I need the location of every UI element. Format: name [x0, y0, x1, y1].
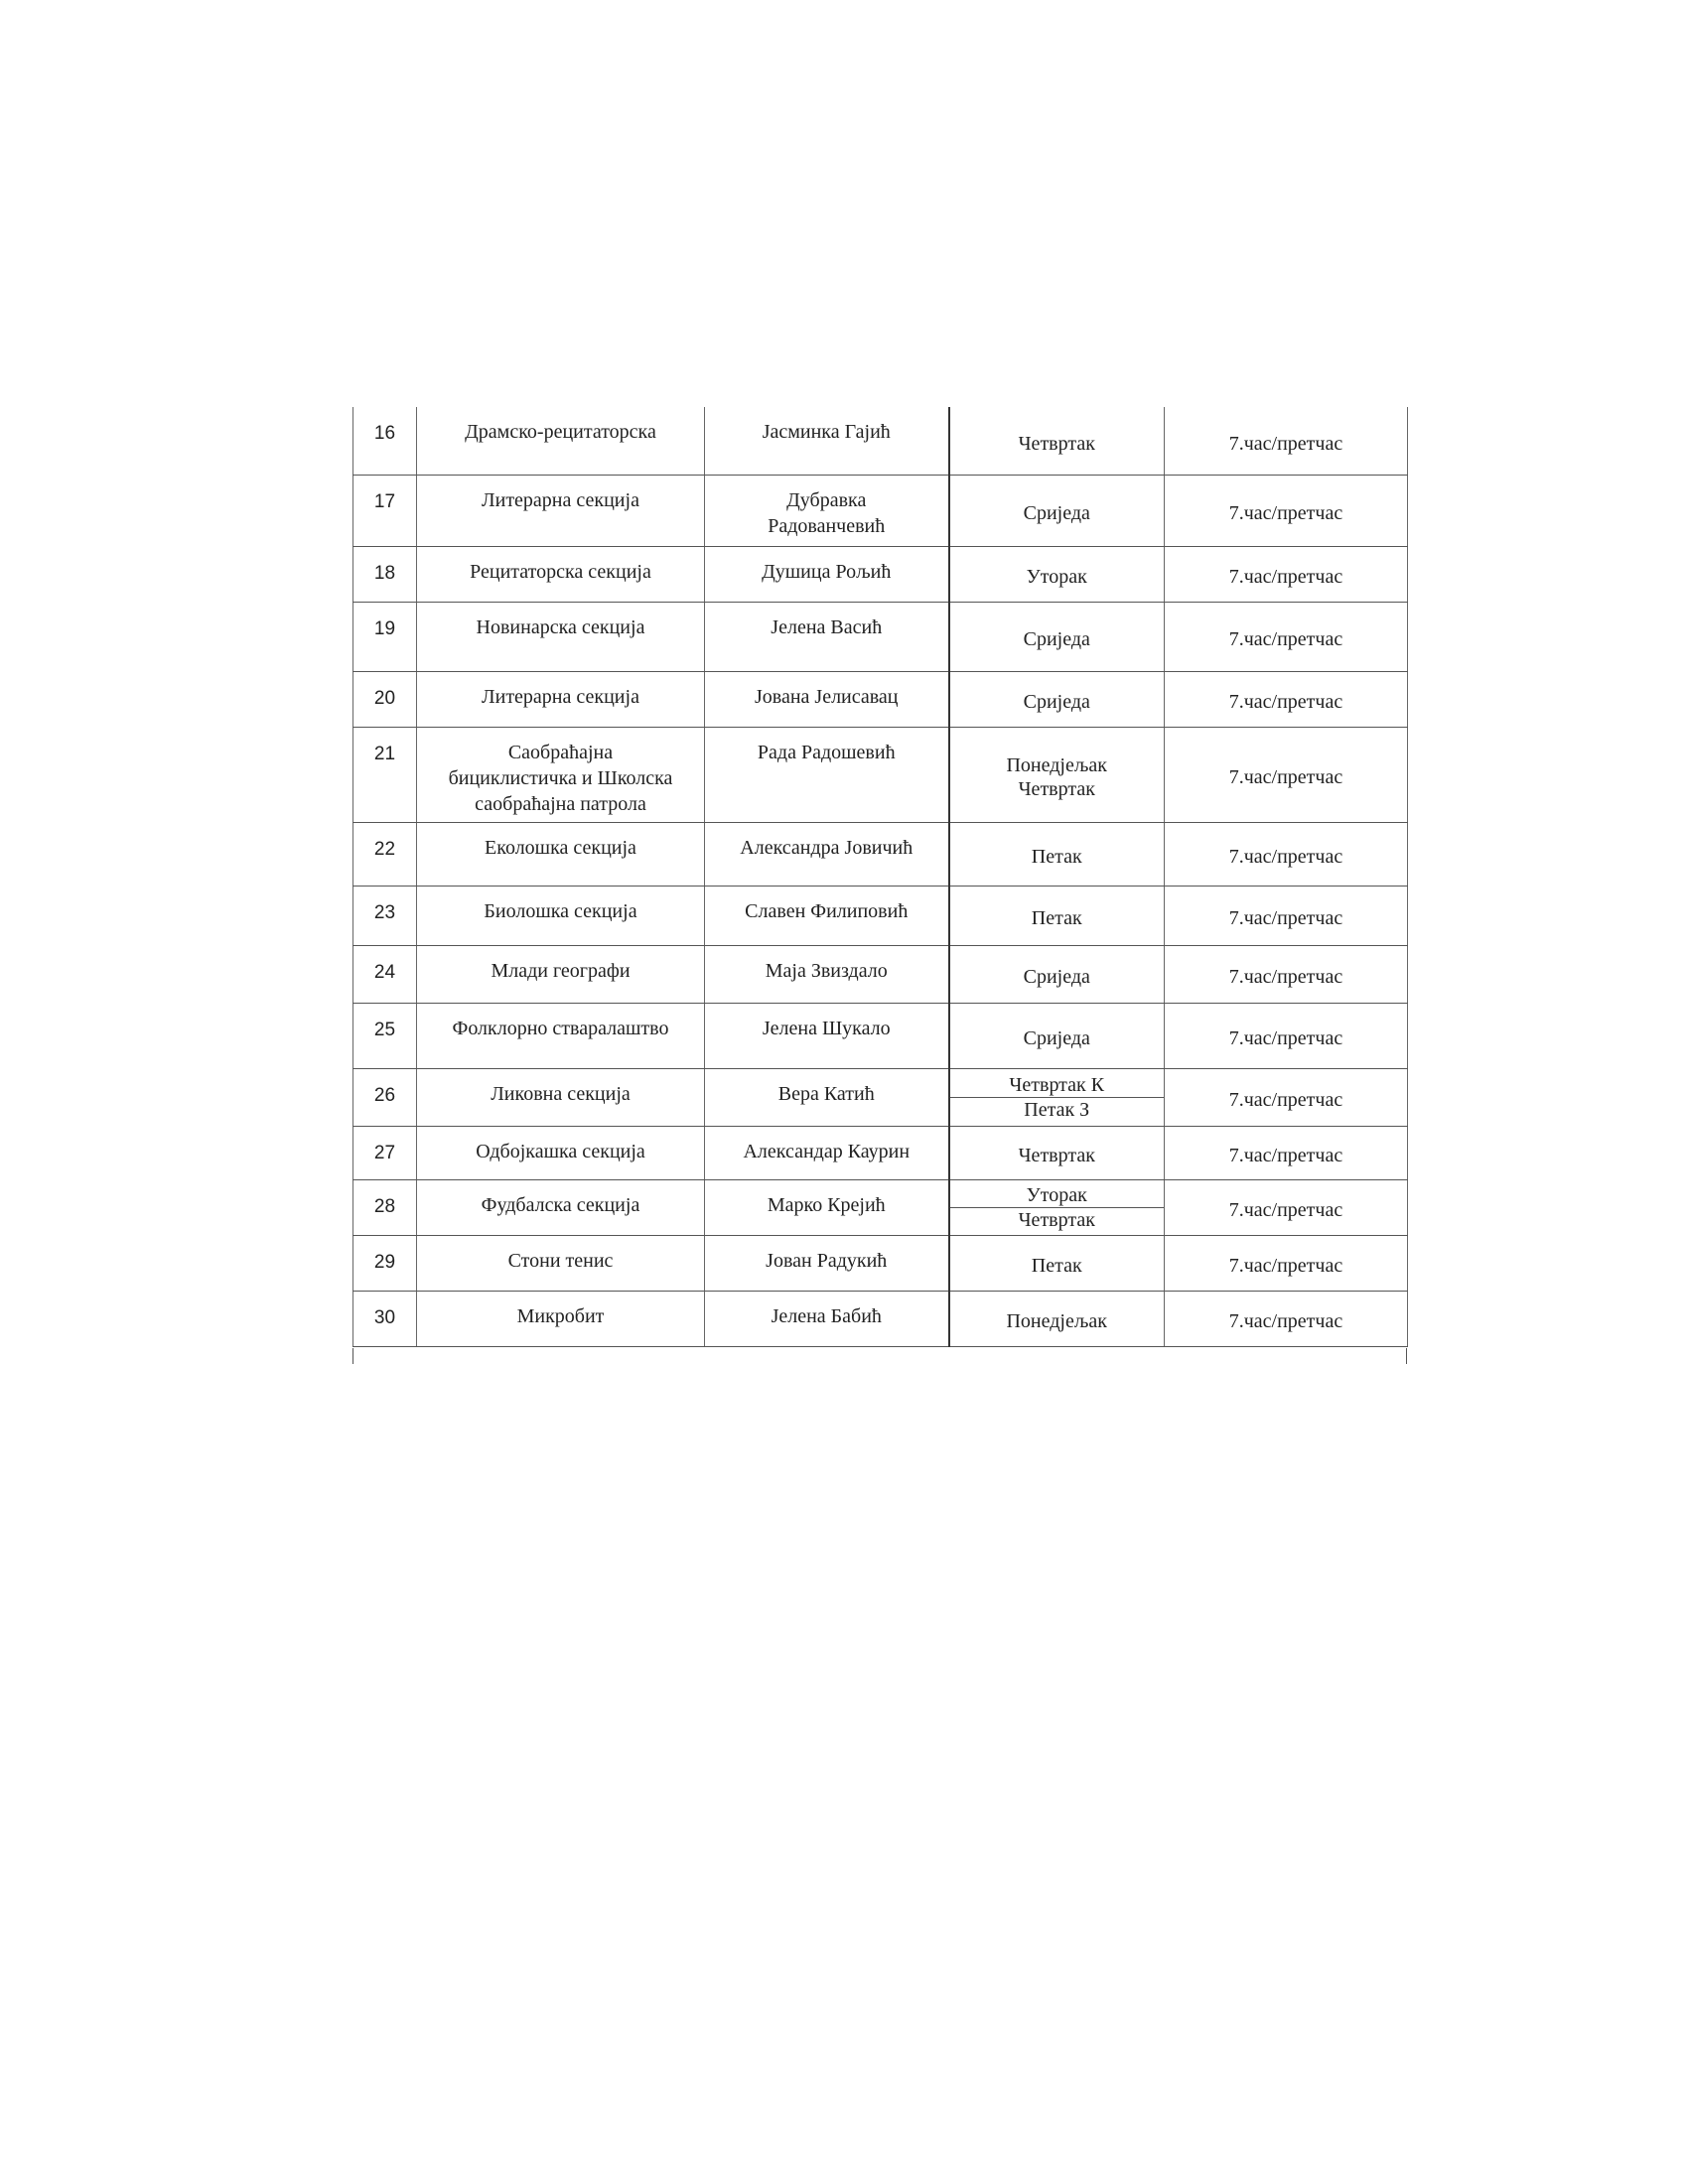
row-number: 25	[353, 1003, 417, 1068]
teacher-name: Марко Крејић	[705, 1179, 949, 1235]
meeting-day	[949, 822, 1165, 886]
meeting-day-entry: Сриједа	[1023, 628, 1090, 650]
meeting-time: 7.час/претчас	[1165, 1003, 1408, 1068]
teacher-name: Јелена Бабић	[705, 1291, 949, 1346]
section-name: Ликовна секција	[417, 1068, 705, 1126]
meeting-day	[949, 475, 1165, 546]
row-number: 29	[353, 1235, 417, 1291]
meeting-time: 7.час/претчас	[1165, 945, 1408, 1003]
row-number: 26	[353, 1068, 417, 1126]
meeting-time: 7.час/претчас	[1165, 546, 1408, 602]
table-row	[353, 1068, 1408, 1126]
meeting-time: 7.час/претчас	[1165, 602, 1408, 671]
section-name: Саобраћајна бициклистичка и Школска саобраћајна патрола	[417, 727, 705, 822]
teacher-name: Александар Каурин	[705, 1126, 949, 1179]
table-row	[353, 475, 1408, 546]
table-row	[353, 1003, 1408, 1068]
meeting-day-entry: Уторак	[1026, 1183, 1087, 1206]
section-name: Еколошка секција	[417, 822, 705, 886]
teacher-name: Александра Јовичић	[705, 822, 949, 886]
table-row	[353, 1235, 1408, 1291]
section-name: Фудбалска секција	[417, 1179, 705, 1235]
section-name: Микробит	[417, 1291, 705, 1346]
table-row	[353, 407, 1408, 475]
row-number: 27	[353, 1126, 417, 1179]
teacher-name: Вера Катић	[705, 1068, 949, 1126]
section-name: Биолошка секција	[417, 886, 705, 945]
teacher-name: Рада Радошевић	[705, 727, 949, 822]
teacher-name: Славен Филиповић	[705, 886, 949, 945]
teacher-name: Дубравка Радованчевић	[705, 475, 949, 546]
meeting-day	[949, 1003, 1165, 1068]
section-name: Новинарска секција	[417, 602, 705, 671]
table-trailing-border	[352, 1348, 1407, 1364]
meeting-time: 7.час/претчас	[1165, 822, 1408, 886]
meeting-time: 7.час/претчас	[1165, 1179, 1408, 1235]
row-number: 24	[353, 945, 417, 1003]
section-name: Рецитаторска секција	[417, 546, 705, 602]
section-name: Стони тенис	[417, 1235, 705, 1291]
teacher-name: Маја Звиздало	[705, 945, 949, 1003]
row-number: 28	[353, 1179, 417, 1235]
meeting-day	[949, 407, 1165, 475]
row-number: 16	[353, 407, 417, 475]
meeting-day	[949, 1235, 1165, 1291]
row-number: 19	[353, 602, 417, 671]
table-row	[353, 1291, 1408, 1346]
meeting-day-entry: Четвртак	[1018, 432, 1095, 455]
meeting-time: 7.час/претчас	[1165, 886, 1408, 945]
meeting-day-entry: Петак	[1031, 846, 1082, 868]
section-name: Драмско-рецитаторска	[417, 407, 705, 475]
meeting-day	[949, 546, 1165, 602]
table-row	[353, 602, 1408, 671]
row-number: 18	[353, 546, 417, 602]
teacher-name: Јелена Васић	[705, 602, 949, 671]
meeting-day-entry: Сриједа	[1023, 966, 1090, 988]
meeting-day	[949, 945, 1165, 1003]
section-name: Одбојкашка секција	[417, 1126, 705, 1179]
meeting-day-entry: Понедјељак	[1006, 1310, 1107, 1332]
meeting-time: 7.час/претчас	[1165, 1068, 1408, 1126]
table-row	[353, 1126, 1408, 1179]
meeting-day-entry: Петак	[1031, 907, 1082, 929]
table-row	[353, 546, 1408, 602]
table-row	[353, 945, 1408, 1003]
teacher-name: Јелена Шукало	[705, 1003, 949, 1068]
meeting-day	[949, 886, 1165, 945]
meeting-day	[949, 1291, 1165, 1346]
meeting-day	[949, 602, 1165, 671]
section-name: Литерарна секција	[417, 671, 705, 727]
meeting-time: 7.час/претчас	[1165, 475, 1408, 546]
meeting-day-entry: Сриједа	[1023, 691, 1090, 713]
meeting-day-entry: Понедјељак Четвртак	[1006, 754, 1107, 800]
meeting-day-entry: Четвртак К	[1009, 1073, 1105, 1096]
section-name: Литерарна секција	[417, 475, 705, 546]
meeting-time: 7.час/претчас	[1165, 407, 1408, 475]
meeting-day	[949, 1179, 1165, 1235]
section-name: Фолклорно стваралаштво	[417, 1003, 705, 1068]
meeting-time: 7.час/претчас	[1165, 727, 1408, 822]
row-number: 23	[353, 886, 417, 945]
table-row	[353, 822, 1408, 886]
teacher-name: Душица Рољић	[705, 546, 949, 602]
meeting-day-entry: Сриједа	[1023, 502, 1090, 524]
meeting-day-entry: Уторак	[1026, 566, 1087, 588]
section-name: Млади географи	[417, 945, 705, 1003]
table-row	[353, 671, 1408, 727]
meeting-time: 7.час/претчас	[1165, 671, 1408, 727]
meeting-time: 7.час/претчас	[1165, 1291, 1408, 1346]
teacher-name: Јасминка Гајић	[705, 407, 949, 475]
meeting-time: 7.час/претчас	[1165, 1235, 1408, 1291]
row-number: 17	[353, 475, 417, 546]
table-row	[353, 1179, 1408, 1235]
meeting-day-entry: Петак З	[950, 1097, 1165, 1122]
meeting-day-entry: Четвртак	[1018, 1145, 1095, 1166]
schedule-table-body	[353, 407, 1408, 1346]
meeting-day	[949, 727, 1165, 822]
meeting-day-entry: Четвртак	[950, 1207, 1165, 1232]
meeting-day-entry: Сриједа	[1023, 1027, 1090, 1049]
row-number: 20	[353, 671, 417, 727]
meeting-day	[949, 1068, 1165, 1126]
row-number: 21	[353, 727, 417, 822]
table-row	[353, 886, 1408, 945]
meeting-day	[949, 1126, 1165, 1179]
meeting-day	[949, 671, 1165, 727]
row-number: 22	[353, 822, 417, 886]
row-number: 30	[353, 1291, 417, 1346]
teacher-name: Јован Радукић	[705, 1235, 949, 1291]
meeting-day-entry: Петак	[1031, 1255, 1082, 1277]
meeting-time: 7.час/претчас	[1165, 1126, 1408, 1179]
sections-schedule-table	[352, 407, 1408, 1347]
teacher-name: Јована Јелисавац	[705, 671, 949, 727]
table-row	[353, 727, 1408, 822]
